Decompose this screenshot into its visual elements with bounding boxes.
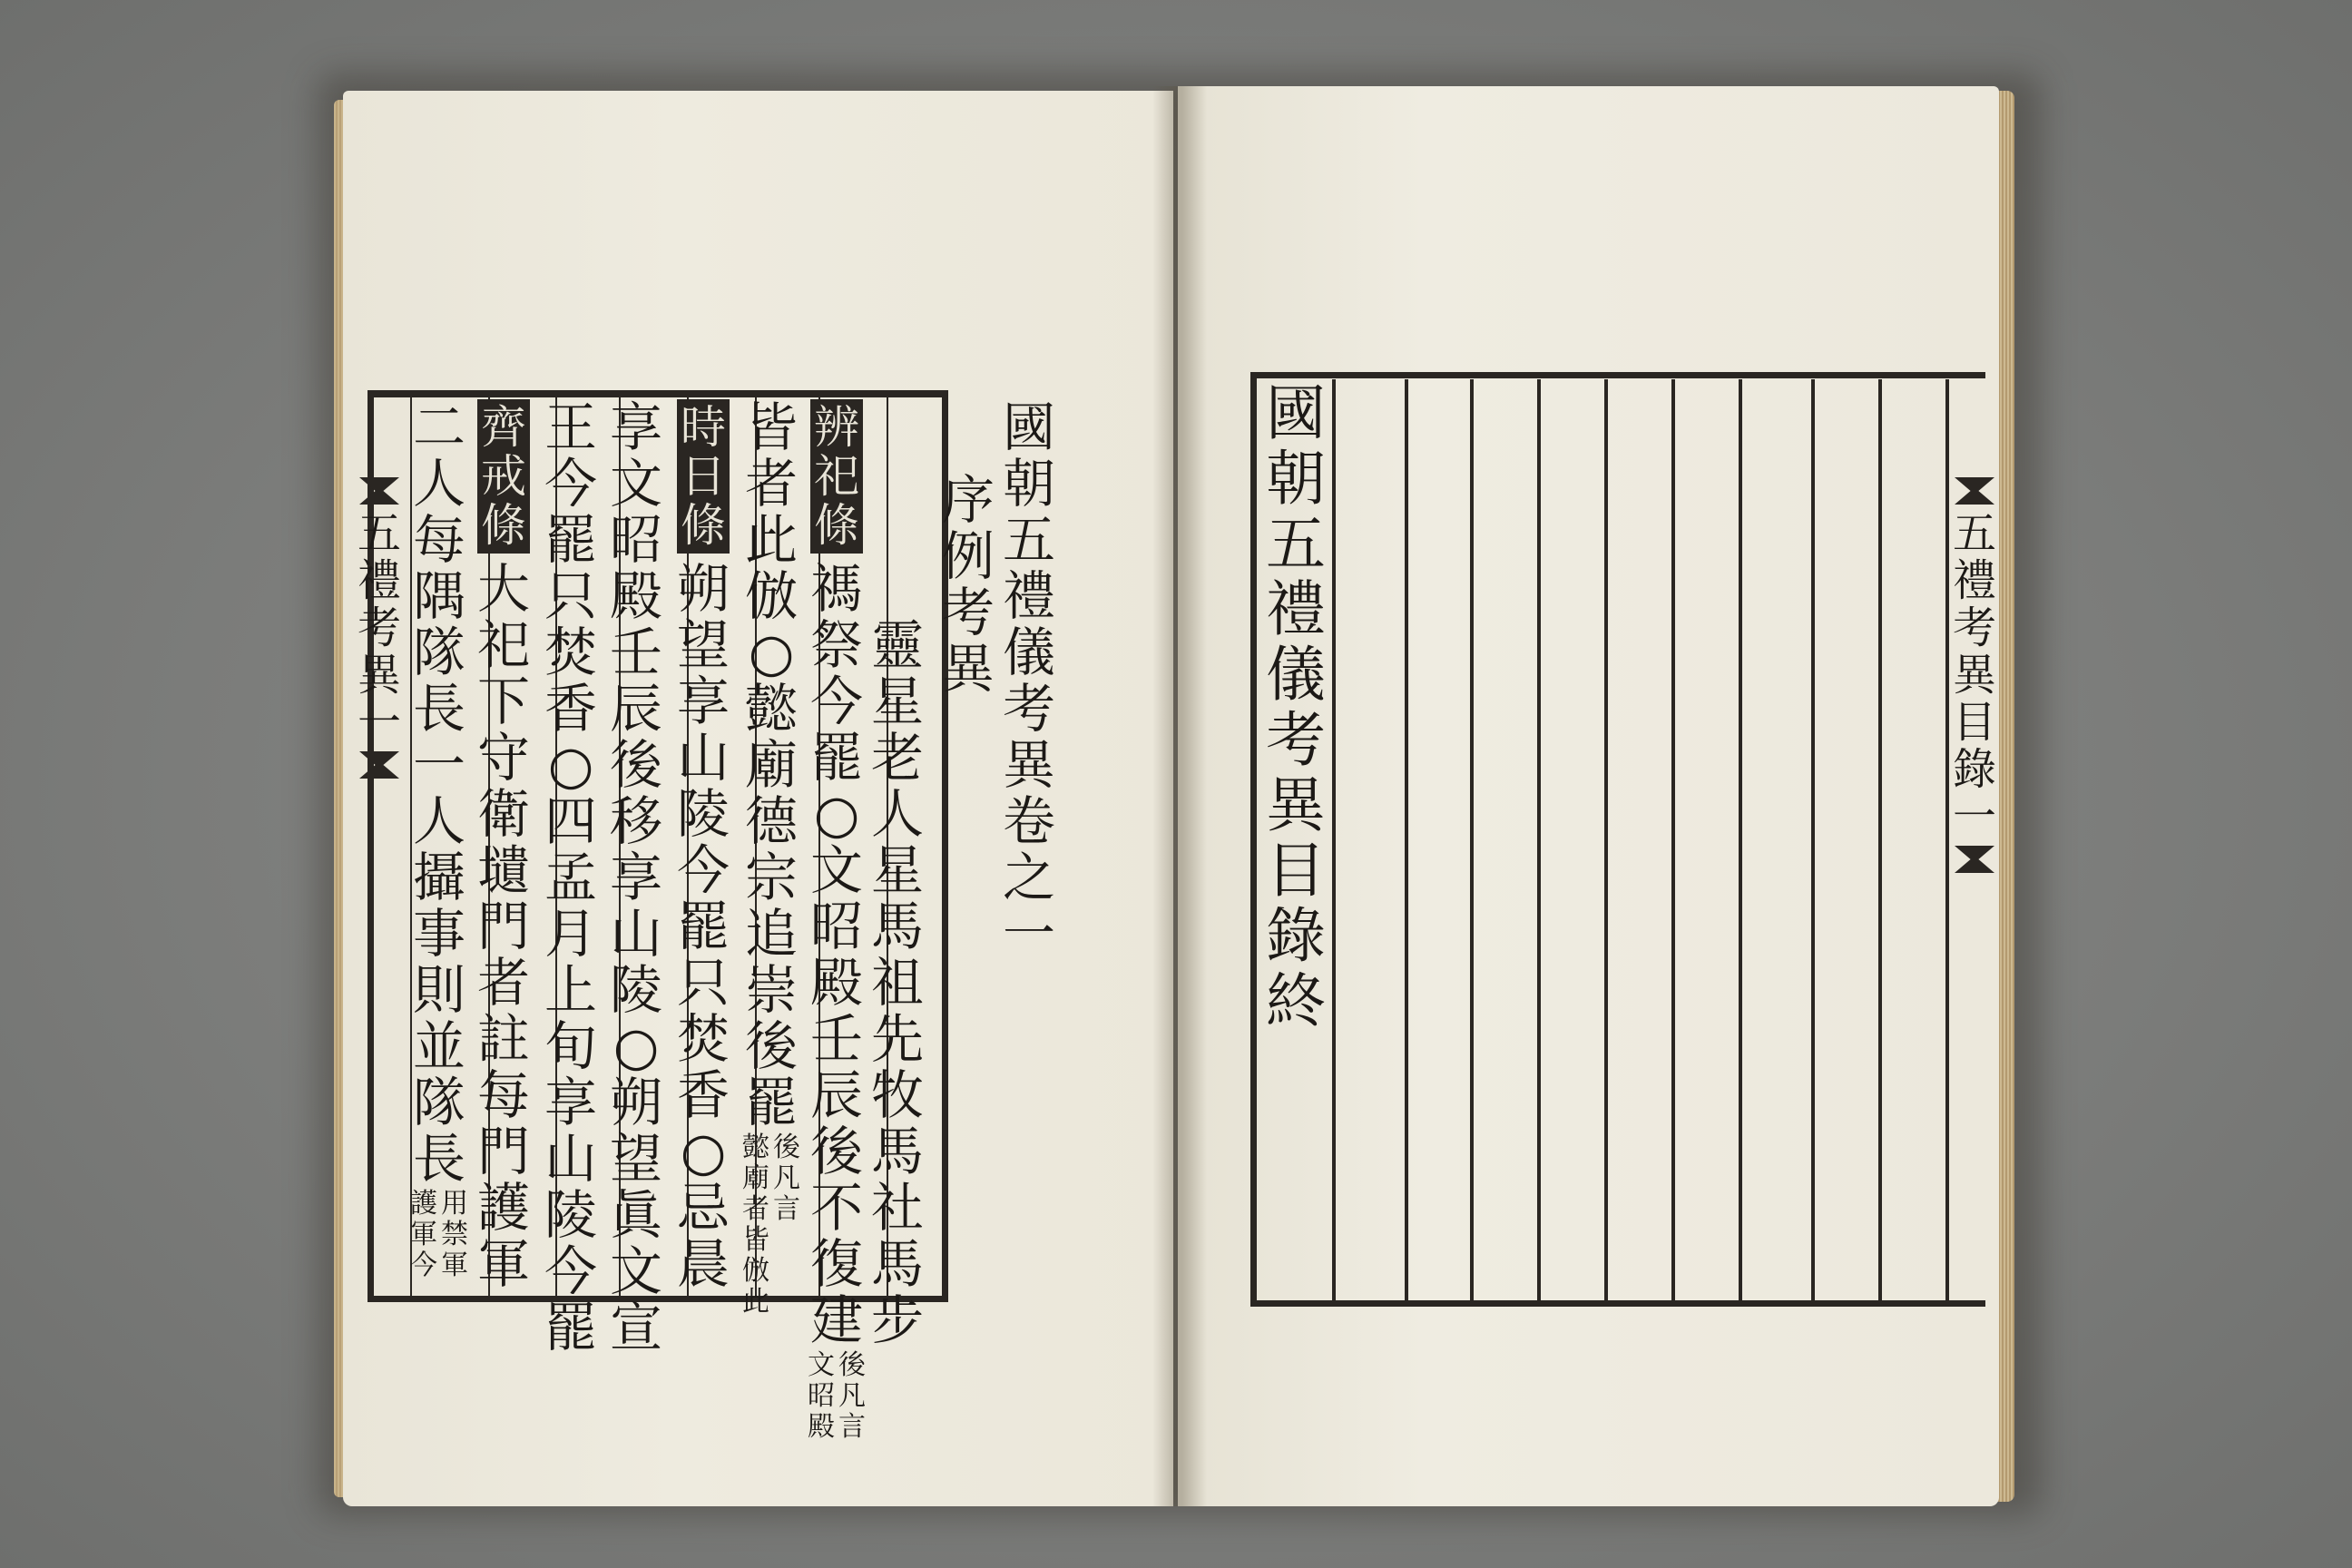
subtitle-char: 考 [942, 582, 995, 643]
column-rule [1537, 379, 1541, 1307]
body-char: 眞 [610, 1184, 663, 1246]
text-column-8 [410, 399, 468, 1283]
body-char: 註 [477, 1008, 531, 1070]
body-char: 人 [412, 790, 466, 852]
title-char: 五 [1003, 509, 1056, 571]
text-column-7 [477, 399, 531, 1295]
column-rule [1332, 379, 1336, 1307]
body-char: 昭 [610, 509, 663, 571]
body-char: 香 [544, 678, 598, 740]
margin-char: 異 [357, 650, 401, 701]
margin-char: 考 [1952, 603, 1996, 653]
body-char: 只 [677, 952, 730, 1014]
fish-tail-mark [1955, 846, 1994, 873]
annotation-char: 禁 [441, 1219, 468, 1250]
subtitle-char: 例 [942, 525, 995, 587]
annotation-col [773, 1132, 800, 1318]
title-char: 朝 [1003, 453, 1056, 514]
body-char: ○ [680, 1121, 727, 1182]
title-char: 儀 [1003, 622, 1056, 683]
body-char: 軍 [477, 1233, 531, 1295]
annotation [742, 1132, 800, 1318]
body-char: 牧 [871, 1064, 925, 1126]
body-char: 德 [744, 790, 798, 852]
body-char: 隊 [412, 622, 466, 683]
annotation-char: 懿 [742, 1132, 769, 1163]
annotation-char: 用 [441, 1188, 468, 1220]
label-char: 時 [681, 401, 726, 454]
body-char: 焚 [677, 1008, 730, 1070]
right-margin-strip [1951, 472, 1998, 1180]
title-char: 國 [1266, 378, 1326, 448]
body-char: 享 [677, 671, 730, 732]
body-char: 星 [871, 839, 925, 901]
body-char: 門 [477, 1121, 531, 1182]
text-column-4 [677, 399, 730, 1295]
body-char: 不 [809, 1177, 863, 1239]
body-char: 陵 [544, 1184, 598, 1246]
annotation-char: 護 [410, 1188, 437, 1220]
text-column-6 [544, 399, 597, 1356]
body-char: 人 [412, 453, 466, 514]
title-char: 五 [1266, 509, 1326, 579]
title-char: 考 [1003, 678, 1056, 740]
body-char: ○ [612, 1015, 660, 1077]
body-char: ○ [748, 622, 795, 683]
body-char: 追 [744, 903, 798, 965]
body-char: 旬 [544, 1015, 598, 1077]
body-char: 此 [744, 509, 798, 571]
body-char: 享 [610, 397, 663, 458]
body-char: 後 [809, 1121, 863, 1182]
body-char: 者 [744, 453, 798, 514]
title-char: 禮 [1003, 565, 1056, 627]
body-char: 孟 [544, 847, 598, 908]
body-char: 守 [477, 727, 531, 789]
body-char: 王 [544, 397, 598, 458]
annotation-char: 軍 [410, 1219, 437, 1250]
title-char: 國 [1003, 397, 1056, 458]
body-char: 享 [544, 1072, 598, 1133]
body-char: 焚 [544, 622, 598, 683]
annotation-char: 昭 [808, 1380, 835, 1412]
annotation-char: 後 [838, 1349, 866, 1381]
body-char: 昭 [809, 896, 863, 957]
annotation-char: 皆 [742, 1224, 769, 1256]
body-char: 靈 [871, 614, 925, 676]
body-char: 下 [477, 671, 531, 732]
left-title-column [1003, 397, 1056, 965]
section-label [477, 399, 530, 554]
subtitle-char: 序 [942, 469, 995, 531]
title-char: 一 [1003, 903, 1056, 965]
body-char: 殿 [610, 565, 663, 627]
title-char: 之 [1003, 847, 1056, 908]
body-char: 今 [544, 1240, 598, 1302]
label-char: 祀 [814, 450, 859, 503]
title-char: 卷 [1003, 790, 1056, 852]
fish-tail-mark [359, 477, 399, 505]
body-char: 二 [412, 397, 466, 458]
margin-char: 五 [357, 508, 401, 559]
body-char: 陵 [610, 959, 663, 1021]
body-char: 隅 [412, 565, 466, 627]
body-char: 懿 [744, 678, 798, 740]
annotation-col [838, 1350, 866, 1443]
body-char: 山 [610, 903, 663, 965]
text-column-1 [871, 614, 925, 1351]
body-char: 馬 [871, 896, 925, 957]
annotation-char: 此 [742, 1286, 769, 1318]
body-char: 倣 [744, 565, 798, 627]
body-char: 廟 [744, 734, 798, 796]
column-rule [1671, 379, 1675, 1307]
body-char: 護 [477, 1177, 531, 1239]
body-char: 人 [871, 783, 925, 845]
body-char: 罷 [544, 509, 598, 571]
body-char: 長 [412, 678, 466, 740]
margin-char: 一 [357, 697, 401, 748]
body-char: 陵 [677, 783, 730, 845]
body-char: 罷 [677, 896, 730, 957]
annotation [410, 1189, 468, 1281]
body-char: 則 [412, 959, 466, 1021]
body-char: 罷 [809, 727, 863, 789]
body-char: 朔 [610, 1072, 663, 1133]
margin-char: 考 [357, 603, 401, 653]
annotation-char: 文 [808, 1349, 835, 1381]
body-char: 步 [871, 1289, 925, 1351]
title-char: 朝 [1266, 444, 1326, 514]
body-char: 宗 [744, 847, 798, 908]
column-rule [1405, 379, 1408, 1307]
annotation [808, 1350, 866, 1443]
annotation-char: 凡 [773, 1162, 800, 1194]
annotation-col [410, 1189, 437, 1281]
body-char: 老 [871, 727, 925, 789]
left-margin-strip [356, 472, 403, 1198]
body-char: 享 [610, 847, 663, 908]
title-char: 異 [1266, 770, 1326, 840]
body-char: 建 [809, 1289, 863, 1351]
body-char: 月 [544, 903, 598, 965]
left-subtitle-column [942, 469, 995, 700]
body-char: 文 [610, 1240, 663, 1302]
body-char: 大 [477, 558, 531, 620]
body-char: 事 [412, 903, 466, 965]
body-char: 只 [544, 565, 598, 627]
column-rule [1878, 379, 1882, 1307]
column-rule [1945, 379, 1949, 1307]
body-char: 移 [610, 790, 663, 852]
body-char: 先 [871, 1008, 925, 1070]
body-char: 文 [809, 839, 863, 901]
annotation-col [808, 1350, 835, 1443]
text-column-3 [742, 399, 800, 1319]
body-char: 後 [610, 734, 663, 796]
body-char: 攝 [412, 847, 466, 908]
right-print-frame [1250, 372, 1985, 1307]
title-char: 異 [1003, 734, 1056, 796]
annotation-char: 凡 [838, 1380, 866, 1412]
body-char: 祖 [871, 952, 925, 1014]
body-char: 壬 [809, 1008, 863, 1070]
label-char: 條 [681, 499, 726, 552]
right-title-column [1266, 378, 1326, 1036]
fish-tail-mark [359, 751, 399, 779]
section-label [810, 399, 863, 554]
title-char: 目 [1266, 836, 1326, 906]
body-char: 禡 [809, 558, 863, 620]
body-char: 並 [412, 1015, 466, 1077]
label-char: 日 [681, 450, 726, 503]
body-char: 後 [744, 1015, 798, 1077]
body-char: 四 [544, 790, 598, 852]
label-char: 條 [814, 499, 859, 552]
body-char: 每 [477, 1064, 531, 1126]
text-column-5 [610, 399, 662, 1356]
body-char: 晨 [677, 1233, 730, 1295]
body-char: 辰 [809, 1064, 863, 1126]
title-char: 考 [1266, 705, 1326, 775]
body-char: 罷 [744, 1072, 798, 1133]
annotation-char: 今 [410, 1250, 437, 1281]
annotation-char: 軍 [441, 1250, 468, 1281]
column-rule [1470, 379, 1474, 1307]
body-char: 馬 [871, 1233, 925, 1295]
body-char: 山 [677, 727, 730, 789]
margin-char: 五 [1952, 508, 1996, 559]
body-char: 祭 [809, 614, 863, 676]
body-char: 社 [871, 1177, 925, 1239]
body-char: 門 [477, 896, 531, 957]
body-char: 殿 [809, 952, 863, 1014]
column-rule [1604, 379, 1608, 1307]
body-char: 香 [677, 1064, 730, 1126]
title-char: 禮 [1266, 574, 1326, 644]
body-char: 望 [610, 1128, 663, 1190]
body-char: 忌 [677, 1177, 730, 1239]
margin-char: 目 [1952, 697, 1996, 748]
section-label [677, 399, 730, 554]
annotation-char: 廟 [742, 1162, 769, 1194]
annotation-col [742, 1132, 769, 1318]
body-char: 衛 [477, 783, 531, 845]
title-char: 錄 [1266, 901, 1326, 971]
body-char: 宣 [610, 1297, 663, 1358]
body-char: 壬 [610, 622, 663, 683]
body-char: 罷 [544, 1297, 598, 1358]
margin-char: 一 [1952, 791, 1996, 842]
fish-tail-mark [1955, 477, 1994, 505]
subtitle-char: 異 [942, 638, 995, 700]
annotation-char: 言 [838, 1411, 866, 1443]
margin-char: 異 [1952, 650, 1996, 701]
body-char: 長 [412, 1128, 466, 1190]
body-char: 壝 [477, 839, 531, 901]
body-char: 者 [477, 952, 531, 1014]
body-char: 今 [809, 671, 863, 732]
body-char: 馬 [871, 1121, 925, 1182]
margin-char: 錄 [1952, 744, 1996, 795]
body-char: 一 [412, 734, 466, 796]
body-char: 星 [871, 671, 925, 732]
body-char: 辰 [610, 678, 663, 740]
body-char: 朔 [677, 558, 730, 620]
body-char: ○ [547, 734, 594, 796]
annotation-char: 倣 [742, 1255, 769, 1287]
margin-char: 禮 [1952, 555, 1996, 606]
body-char: ○ [813, 783, 860, 845]
title-char: 終 [1266, 966, 1326, 1036]
body-char: 上 [544, 959, 598, 1021]
column-rule [1811, 379, 1815, 1307]
label-char: 齊 [481, 401, 526, 454]
body-char: 今 [544, 453, 598, 514]
annotation-char: 後 [773, 1132, 800, 1163]
body-char: 山 [544, 1128, 598, 1190]
column-rule [1739, 379, 1742, 1307]
body-char: 望 [677, 614, 730, 676]
text-column-2 [808, 399, 866, 1445]
margin-char: 禮 [357, 555, 401, 606]
body-char: 崇 [744, 959, 798, 1021]
annotation-char: 言 [773, 1193, 800, 1225]
body-char: 祀 [477, 614, 531, 676]
body-char: 隊 [412, 1072, 466, 1133]
body-char: 文 [610, 453, 663, 514]
label-char: 條 [481, 499, 526, 552]
annotation-char: 者 [742, 1193, 769, 1225]
body-char: 復 [809, 1233, 863, 1295]
body-char: 皆 [744, 397, 798, 458]
body-char: 今 [677, 839, 730, 901]
annotation-col [441, 1189, 468, 1281]
annotation-char: 殿 [808, 1411, 835, 1443]
label-char: 辨 [814, 401, 859, 454]
label-char: 戒 [481, 450, 526, 503]
body-char: 每 [412, 509, 466, 571]
title-char: 儀 [1266, 640, 1326, 710]
book-gutter [1152, 86, 1207, 1506]
